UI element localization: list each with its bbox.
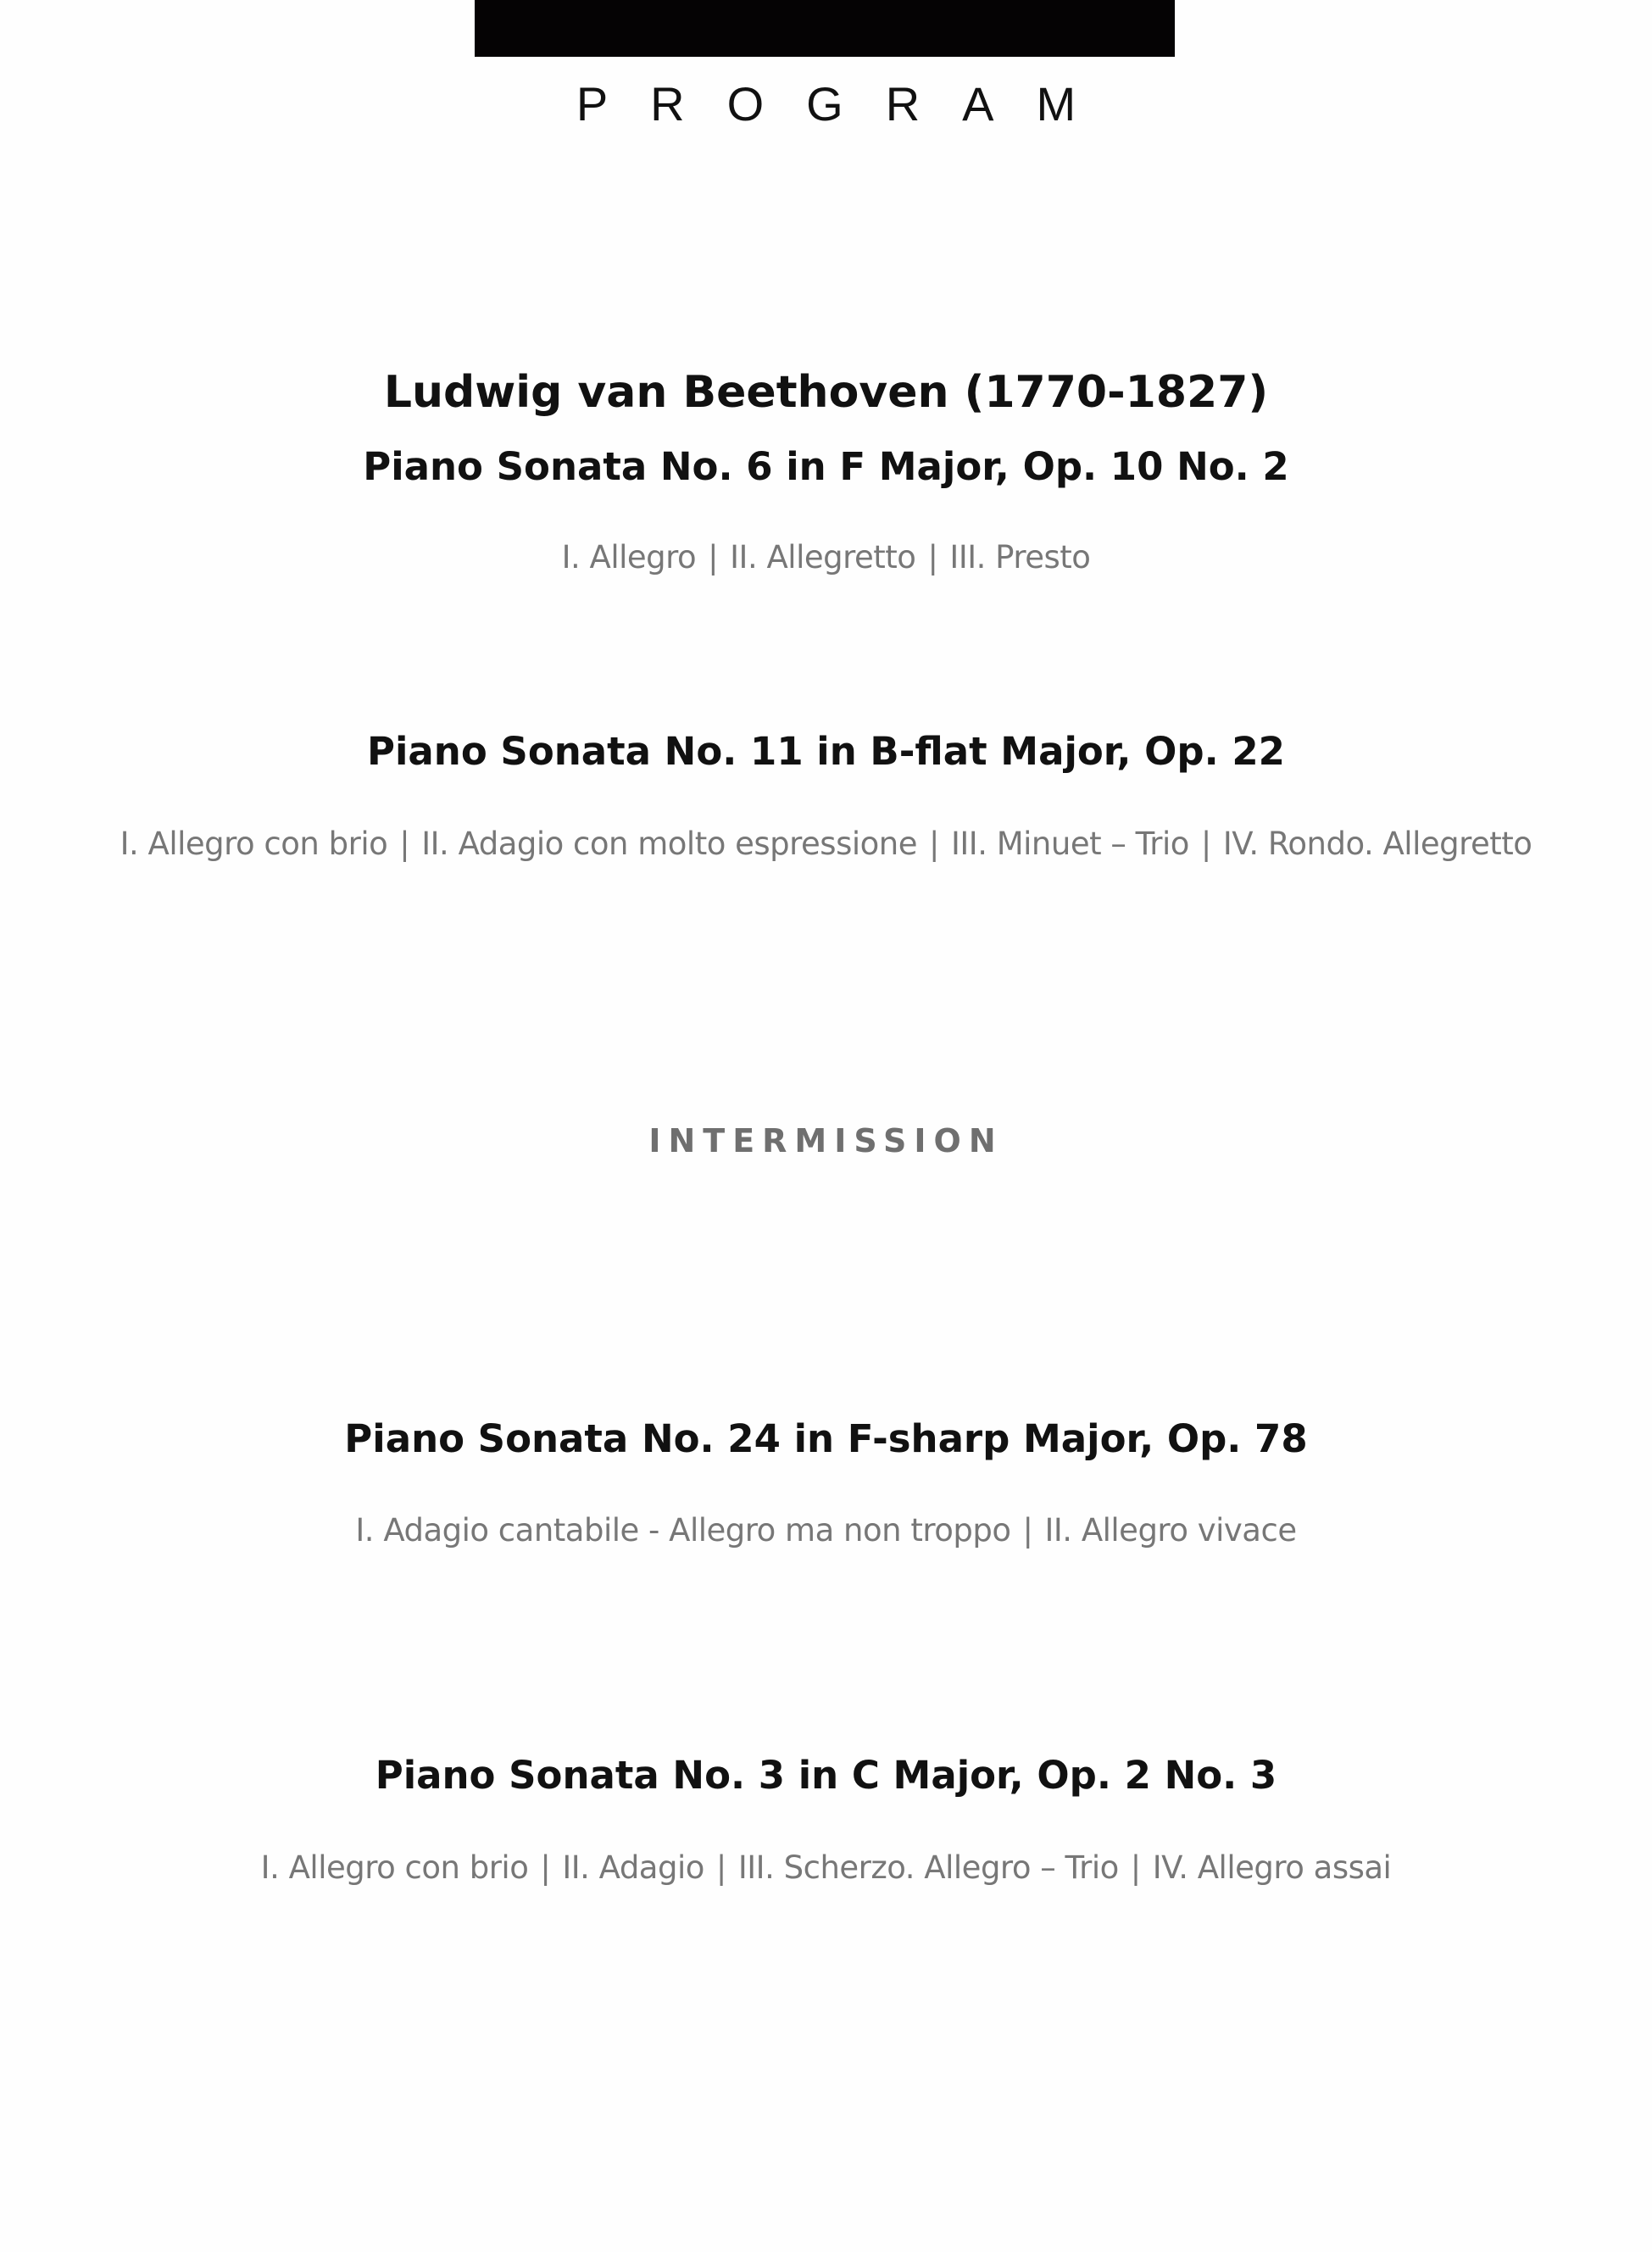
piece-title-1: Piano Sonata No. 6 in F Major, Op. 10 No. 2 (363, 444, 1289, 489)
movement: II. Adagio (562, 1849, 704, 1886)
movement-separator: | (540, 1849, 551, 1886)
movement: I. Allegro con brio (260, 1849, 529, 1886)
program-heading: PROGRAM (576, 77, 1119, 131)
piece-movements-3 (0, 1509, 1652, 1553)
movement-separator: | (399, 826, 410, 862)
movement: I. Allegro con brio (120, 826, 388, 862)
piece-movements-2 (0, 822, 1652, 866)
movement: IV. Allegro assai (1152, 1849, 1392, 1886)
composer-name: Ludwig van Beethoven (1770-1827) (383, 367, 1269, 418)
movement-separator: | (928, 826, 939, 862)
piece-movements-4 (0, 1846, 1652, 1890)
movement-separator: | (708, 539, 719, 576)
movement: I. Allegro (561, 539, 697, 576)
movement: III. Presto (949, 539, 1091, 576)
piece-movements-1 (0, 536, 1652, 580)
movement: III. Minuet – Trio (950, 826, 1189, 862)
header-black-bar (475, 0, 1175, 57)
piece-title-4: Piano Sonata No. 3 in C Major, Op. 2 No. 3 (375, 1753, 1277, 1798)
piece-title-2: Piano Sonata No. 11 in B-flat Major, Op. 22 (367, 729, 1285, 774)
intermission-label: INTERMISSION (648, 1122, 1004, 1159)
movement: III. Scherzo. Allegro – Trio (737, 1849, 1119, 1886)
movement: II. Allegretto (730, 539, 916, 576)
movement-separator: | (927, 539, 938, 576)
movement: II. Allegro vivace (1044, 1512, 1297, 1549)
piece-title-3: Piano Sonata No. 24 in F-sharp Major, Op. 78 (344, 1416, 1308, 1461)
movement-separator: | (1130, 1849, 1141, 1886)
movement: IV. Rondo. Allegretto (1222, 826, 1532, 862)
movement: II. Adagio con molto espressione (421, 826, 917, 862)
movement-separator: | (1022, 1512, 1033, 1549)
movement-separator: | (715, 1849, 726, 1886)
movement-separator: | (1200, 826, 1211, 862)
movement: I. Adagio cantabile - Allegro ma non troppo (355, 1512, 1011, 1549)
